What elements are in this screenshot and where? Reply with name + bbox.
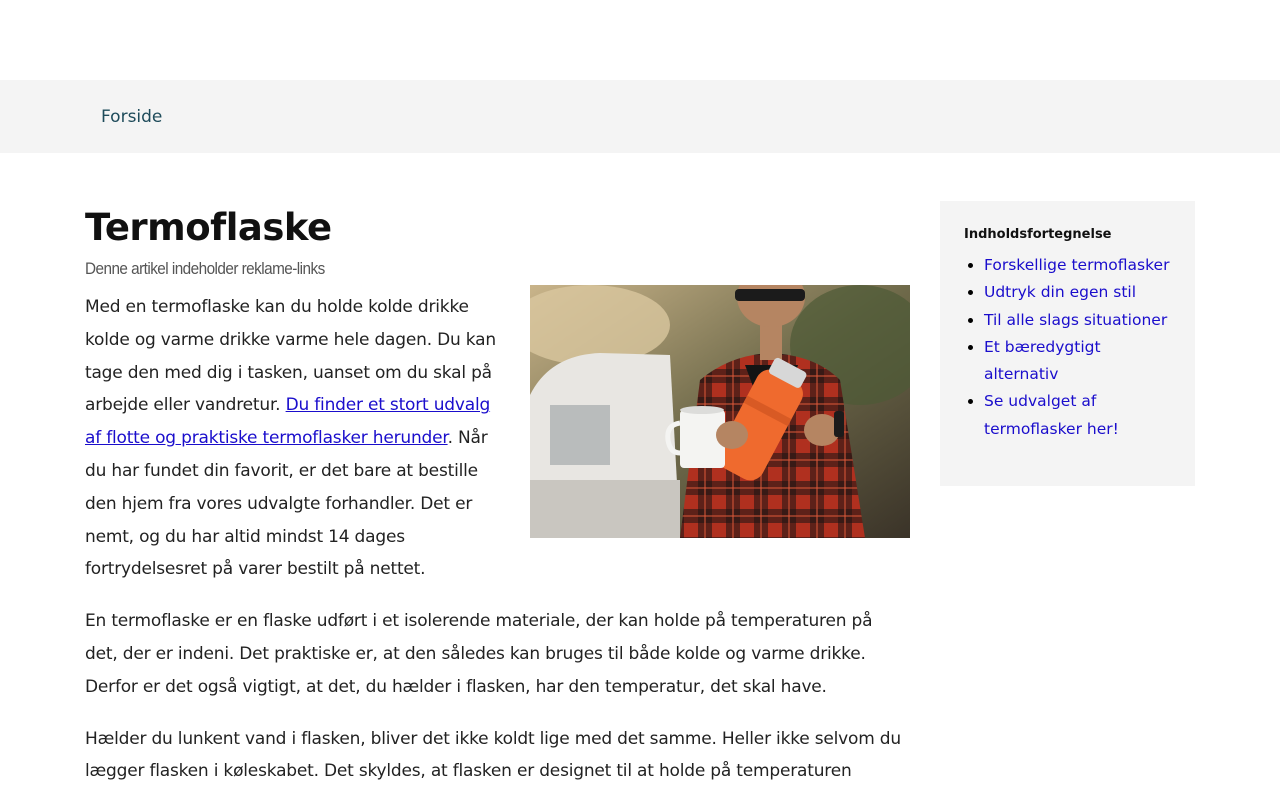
products-link[interactable]: Du finder et stort udvalg af flotte og praktiske termoflasker herunder (85, 395, 491, 449)
top-header (0, 0, 1280, 80)
intro-text-end: . Når du har fundet din favorit, er det bare at bestille den hjem fra vores udvalgte forhandler. Det er nemt, og du har altid mindst 14 dages fortrydelsesret på varer bestilt på nettet. (85, 428, 488, 580)
toc-link-se-udvalget[interactable]: Se udvalget af termoflasker her! (984, 392, 1119, 438)
hero-image-man-pouring-thermos (530, 285, 910, 538)
toc-item (984, 279, 1175, 306)
intro-text-start: Med en termoflaske kan du holde kolde drikke kolde og varme drikke varme hele dagen. Du kan tage den med dig i tasken, uanset om du skal på arbejde eller vandretur. (85, 297, 496, 416)
body-paragraph-3: Hælder du lunkent vand i flasken, bliver det ikke koldt lige med det samme. Heller ikke selvom du lægger flasken i køleskabet. Det skyldes, at flasken er designet til at holde på temperaturen (85, 728, 901, 782)
table-of-contents (940, 201, 1195, 486)
hero-photo (530, 285, 910, 538)
toc-heading: Indholdsfortegnelse (964, 227, 1112, 242)
page-title: Termoflaske (85, 206, 332, 249)
toc-link-udtryk-din-egen-stil[interactable]: Udtryk din egen stil (984, 283, 1137, 302)
toc-link-til-alle-slags-situationer[interactable]: Til alle slags situationer (984, 310, 1168, 329)
ad-disclaimer: Denne artikel indeholder reklame-links (85, 259, 325, 278)
toc-list (964, 252, 1175, 443)
main-navigation (0, 80, 1280, 153)
toc-link-et-baeredygtigt-alternativ[interactable]: Et bæredygtigt alternativ (984, 337, 1101, 384)
toc-item (984, 334, 1175, 389)
nav-home-link[interactable]: Forside (101, 106, 163, 127)
article (85, 201, 910, 807)
toc-item (984, 388, 1175, 443)
toc-item (984, 307, 1175, 334)
toc-item (984, 252, 1175, 279)
toc-link-forskellige-termoflasker[interactable]: Forskellige termoflasker (984, 256, 1170, 274)
body-paragraph-2: En termoflaske er en flaske udført i et isolerende materiale, der kan holde på temperaturen på det, der er indeni. Det praktiske er, at den således kan bruges til både kolde og varme drikke. Derfor er det også vigtigt, at det, du hælder i flasken, har den temperatur, det skal have. (85, 611, 873, 697)
